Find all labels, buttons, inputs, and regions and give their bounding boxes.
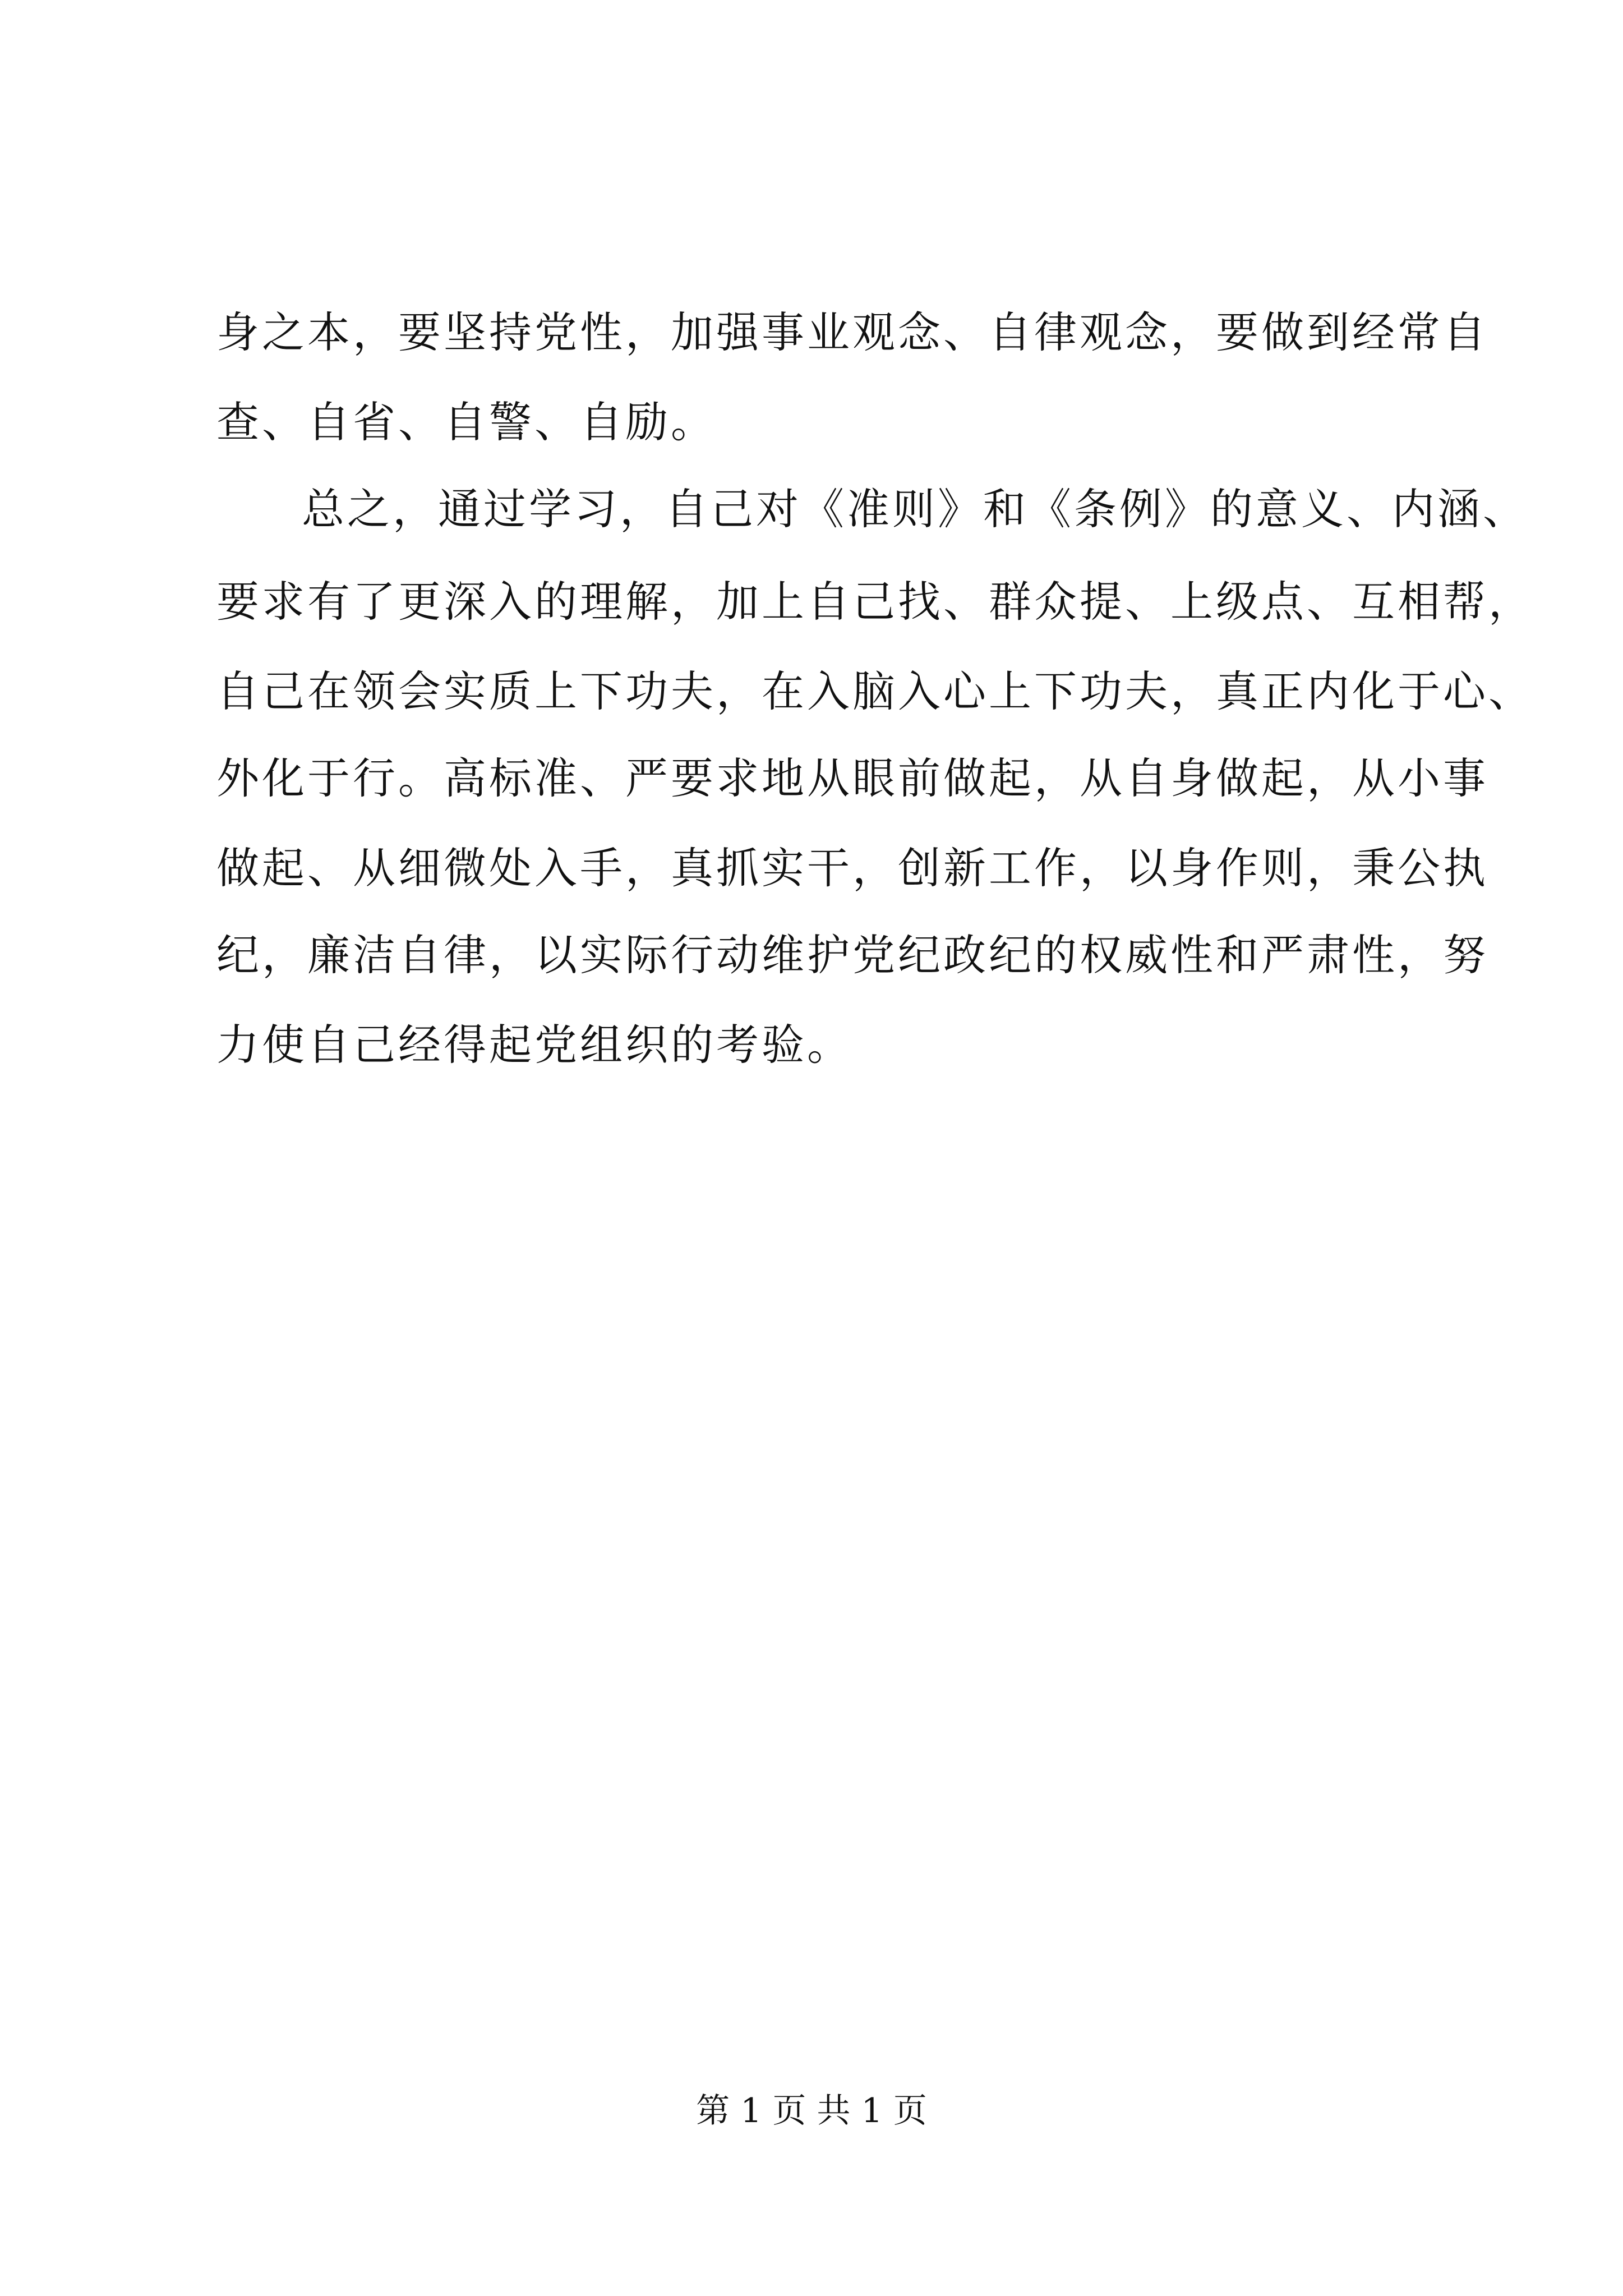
body-text-line: 查、自省、自警、自励。 (216, 397, 716, 447)
page-number-footer: 第 1 页 共 1 页 (696, 2091, 927, 2131)
paragraph-first-line: 总之，通过学习，自己对《准则》和《条例》的意义、内涵、 (302, 484, 1528, 534)
body-text-line: 做起、从细微处入手，真抓实干，创新工作，以身作则，秉公执 (216, 843, 1488, 893)
body-text-line: 要求有了更深入的理解，加上自己找、群众提、上级点、互相帮， (216, 577, 1534, 627)
body-text-line: 身之本，要坚持党性，加强事业观念、自律观念，要做到经常自 (216, 307, 1488, 357)
body-text-line: 外化于行。高标准、严要求地从眼前做起，从自身做起，从小事 (216, 753, 1488, 803)
body-text-line: 力使自己经得起党组织的考验。 (216, 1020, 852, 1070)
body-text-line: 自己在领会实质上下功夫，在入脑入心上下功夫，真正内化于心、 (216, 666, 1534, 716)
body-text-line: 纪，廉洁自律，以实际行动维护党纪政纪的权威性和严肃性，努 (216, 930, 1488, 980)
